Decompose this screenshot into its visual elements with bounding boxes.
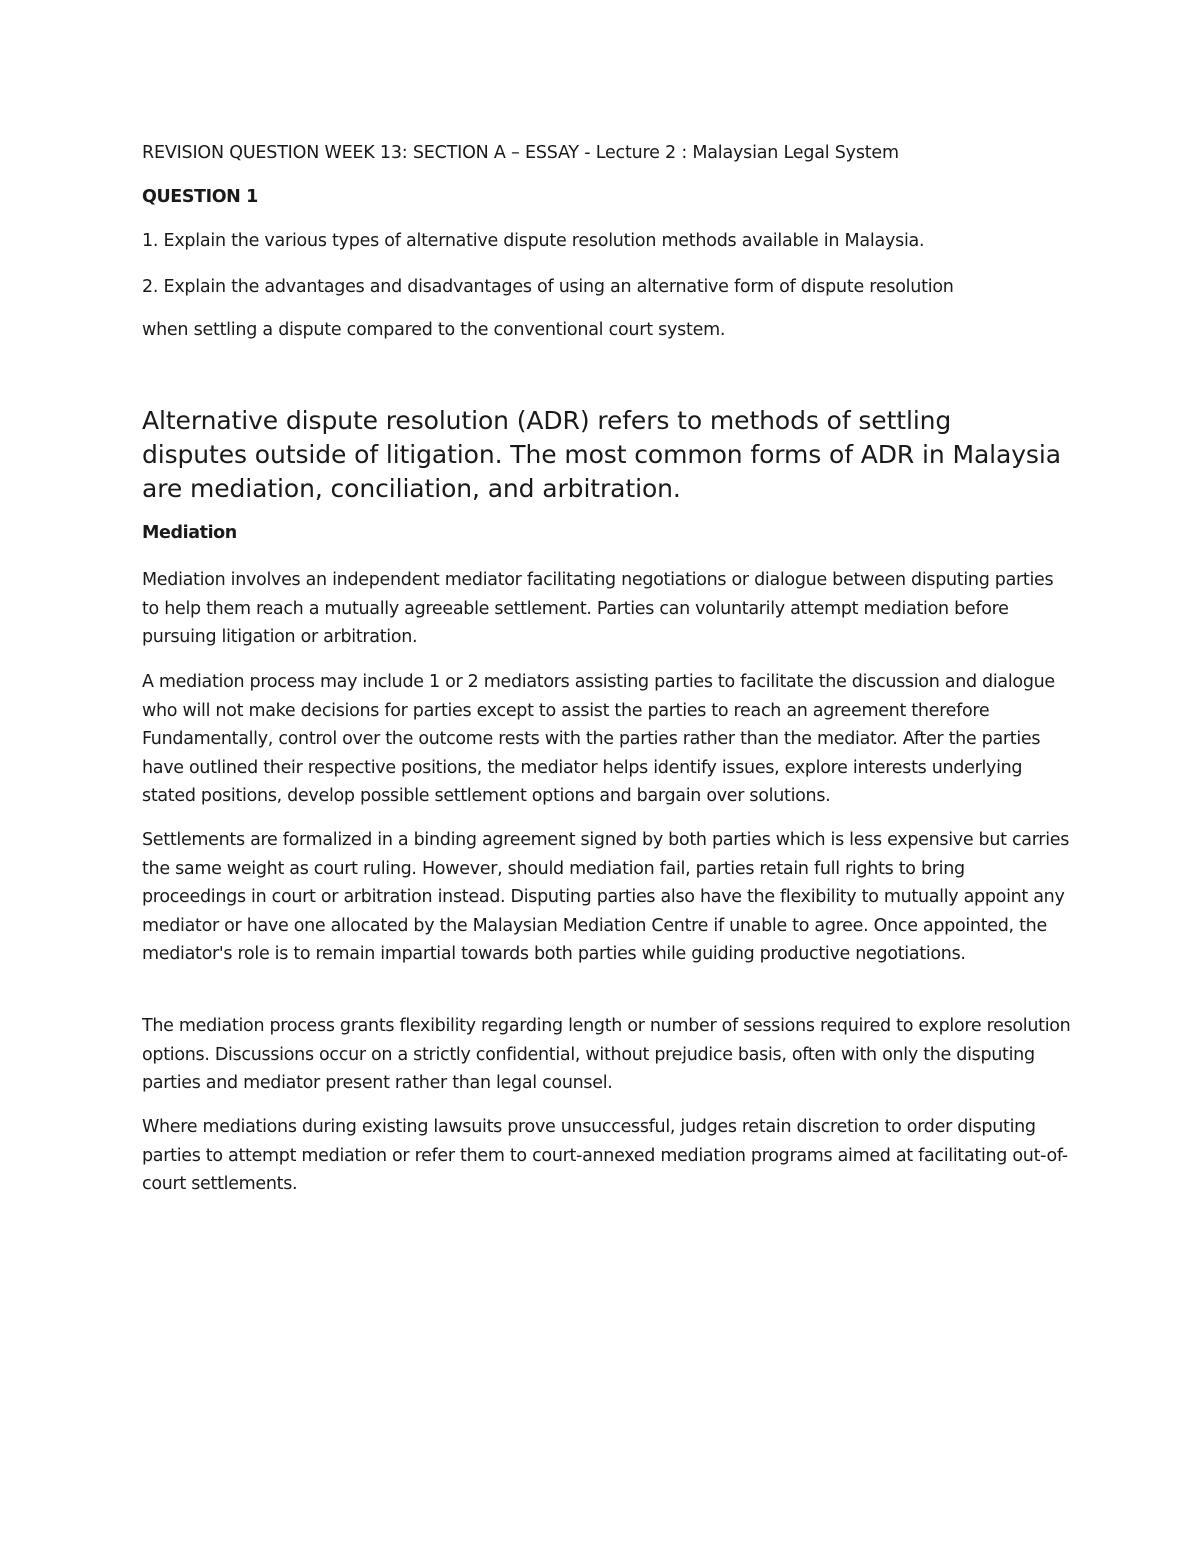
body-paragraph: Settlements are formalized in a binding agreement signed by both parties which is less expensive but carries the same weight as court ruling. However, should mediation fail, parties retain full rights to bring proceedings in court or arbitration instead. Disputing parties also have the flexibility to mutually appoint any mediator or have one allocated by the Malaysian Mediation Centre if unable to agree. Once appointed, the mediator's role is to remain impartial towards both parties while guiding productive negotiations.	[142, 830, 1070, 965]
document-header: REVISION QUESTION WEEK 13: SECTION A – ESSAY - Lecture 2 : Malaysian Legal System	[142, 143, 899, 163]
body-paragraph: Where mediations during existing lawsuits prove unsuccessful, judges retain discretion to order disputing parties to attempt mediation or refer them to court-annexed mediation programs aimed at facilitating out-of-court settlements.	[142, 1117, 1068, 1195]
question-item-continuation: when settling a dispute compared to the conventional court system.	[142, 320, 726, 340]
body-paragraph: The mediation process grants flexibility regarding length or number of sessions required to explore resolution options. Discussions occur on a strictly confidential, without prejudice basis, often with only the disputing parties and mediator present rather than legal counsel.	[142, 1016, 1071, 1094]
question-item: 1. Explain the various types of alternative dispute resolution methods available in Malaysia.	[142, 231, 925, 251]
body-paragraph: Mediation involves an independent mediator facilitating negotiations or dialogue between disputing parties to help them reach a mutually agreeable settlement. Parties can voluntarily attempt mediation before pursuing litigation or arbitration.	[142, 570, 1054, 648]
section-heading: Mediation	[142, 523, 237, 543]
question-label: QUESTION 1	[142, 187, 258, 207]
intro-paragraph: Alternative dispute resolution (ADR) refers to methods of settling disputes outside of litigation. The most common forms of ADR in Malaysia are mediation, conciliation, and arbitration.	[142, 406, 1061, 503]
body-paragraph: A mediation process may include 1 or 2 mediators assisting parties to facilitate the discussion and dialogue who will not make decisions for parties except to assist the parties to reach an agreement therefore Fundamentally, control over the outcome rests with the parties rather than the mediator. After the parties have outlined their respective positions, the mediator helps identify issues, explore interests underlying stated positions, develop possible settlement options and bargain over solutions.	[142, 672, 1055, 807]
question-item: 2. Explain the advantages and disadvantages of using an alternative form of dispute resolution	[142, 277, 954, 297]
